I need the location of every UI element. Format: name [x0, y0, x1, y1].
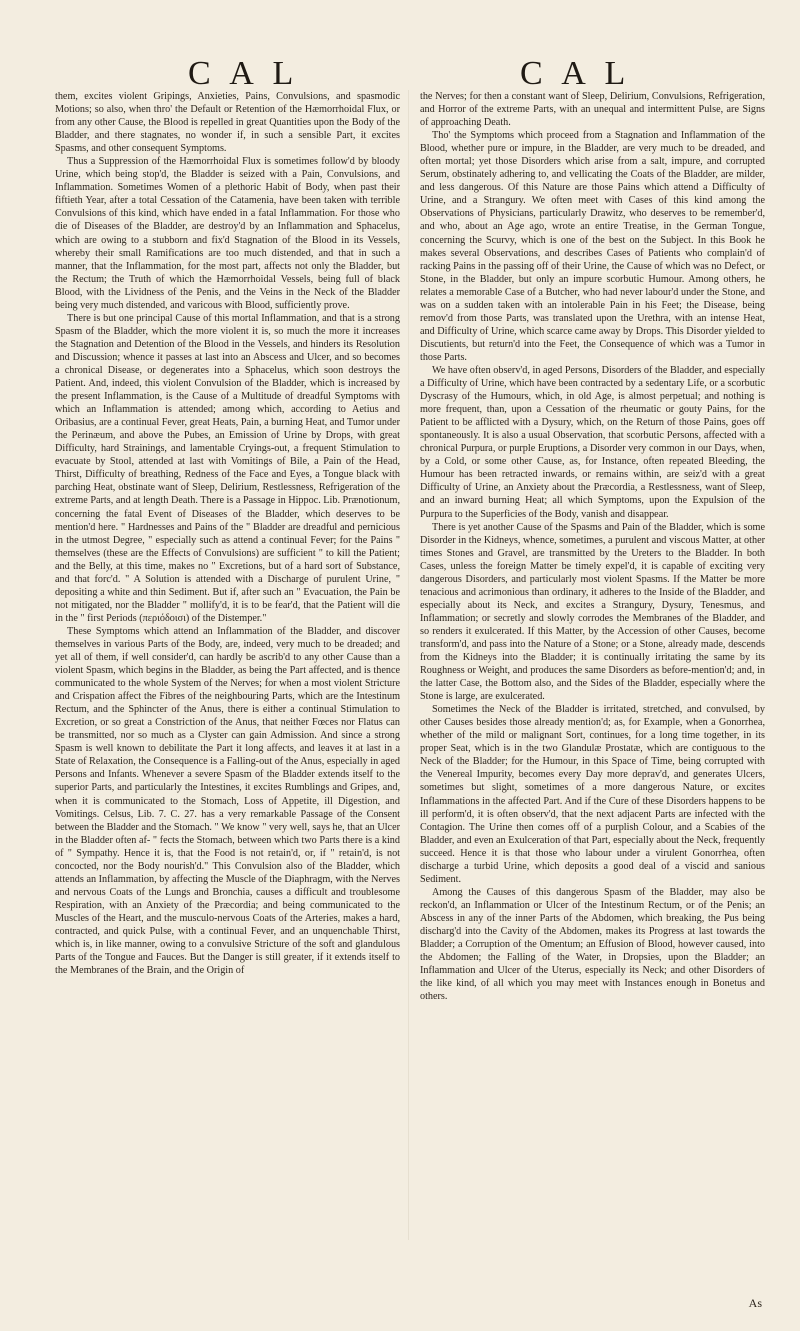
- paragraph: Among the Causes of this dangerous Spasm of the Bladder, may also be reckon'd, an Inflammation or Ulcer of the Intestinum Rectum, or of the Penis; an Abscess in any of the inner Parts of the Abdomen, which breaking, the Pus being discharg'd into the Cavity of the Abdomen, makes its Progress at last towards the Bladder; a Corruption of the Omentum; an Effusion of Blood, however caused, into the Abdomen; the Falling of the Water, in Dropsies, upon the Bladder; an Inflammation and Ulcer of the Uterus, especially its Neck; and other Disorders of the like kind, of all which you may meet with Instances enough in Bonetus and others.: [420, 886, 765, 1003]
- paragraph: We have often observ'd, in aged Persons, Disorders of the Bladder, and especially a Difficulty of Urine, which have been contracted by a sedentary Life, or a scorbutic Dyscrasy of the Humours, which, in old Age, is almost perpetual; and nothing is more frequent, than, upon a Cessation of the rheumatic or gouty Pains, for the Patient to be afflicted with a Dysury, which, on the Return of those Pains, goes off spontaneously. It is also a usual Observation, that scorbutic Persons, affected with a chronical Purpura, or purple Eruptions, a Disorder very common in our Days, when, by a Cold, or some other Cause, as, for Instance, often repeated Bleeding, the Humour has been retracted inwards, or remains within, are seiz'd with a great Difficulty of Urine, an Anxiety about the Præcordia, a Restlessness, want of Sleep, and an inward burning Heat; all which Symptoms, upon the Expulsion of the Purpura to the Superficies of the Body, vanish and disappear.: [420, 364, 765, 520]
- paragraph: Tho' the Symptoms which proceed from a Stagnation and Inflammation of the Blood, whether pure or impure, in the Bladder, are very much to be dreaded, and often mortal; yet those Disorders which arise from a salt, impure, and corrupted Serum, obstinately adhering to, and vellicating the Coats of the Bladder, are milder, and less dangerous. Of this Nature are those Pains which attend a Difficulty of Urine, and a Strangury. We often meet with Cases of this kind among the Observations of Physicians, particularly Drawitz, who deserves to be remember'd, and who, about an Age ago, wrote an entire Treatise, in the German Tongue, concerning the Scurvy, which is one of the best on the Subject. In this Book he makes several Observations, and describes Cases of Patients who complain'd of racking Pains in the passing off of their Urine, the Cause of which was no Defect, or Stone, in the Bladder, but only an impure scorbutic Humour. Among others, he relates a memorable Case of a Butcher, who had never labour'd under the Stone, and was on a sudden taken with an intolerable Pain in his Feet; the Disease, being remov'd from those Parts, was translated upon the Urethra, with an intense Heat, and Difficulty of Urine, which scarce came away by Drops. This Disorder yielded to Discutients, but return'd into the Feet, the Consequence of which was a Tumor in those Parts.: [420, 130, 765, 363]
- paragraph: the Nerves; for then a constant want of Sleep, Delirium, Convulsions, Refrigeration, and Horror of the extreme Parts, with an unequal and intermittent Pulse, are Signs of approaching Death.: [420, 91, 765, 129]
- paragraph: Thus a Suppression of the Hæmorrhoidal Flux is sometimes follow'd by bloody Urine, which being stop'd, the Bladder is seized with a Pain, Convulsions, and Inflammation. Sometimes Women of a plethoric Habit of Body, when past their fiftieth Year, after a total Cessation of the Catamenia, have been taken with terrible Convulsions of this kind, which have ended in a fatal Inflammation. For those who die of Diseases of the Bladder, are destroy'd by an Inflammation and Sphacelus, which are owing to a stubborn and fix'd Stagnation of the Blood in its Vessels, whereby their small Ramifications are too much distended, and that in such a manner, that the Inflammation, for the most part, affects not only the Bladder, but the Rectum; the Truth of which the Hæmorrhoidal Vessels, being full of black Blood, with the Lividness of the Penis, and the Veins in the Neck of the Bladder being very much distended, and varicous with Blood, sufficiently prove.: [55, 156, 400, 311]
- running-head-right: C A L: [520, 55, 632, 92]
- left-column: [55, 90, 400, 977]
- paragraph: These Symptoms which attend an Inflammation of the Bladder, and discover themselves in various Parts of the Body, are, indeed, very much to be dreaded; and yet all of them, if well consider'd, can hardly be ascrib'd to any other Cause than a violent Spasm, which begins in the Bladder, as being the Part affected, and is thence communicated to the whole System of the Nerves; for when a most violent Stricture and Crispation affect the Fibres of the neighbouring Parts, which are the Intestinum Rectum, and the Sphincter of the Anus, there is either a continual Stimulation to Excretion, or so great a Constriction of the Anus, that neither Fœces nor Flatus can be transmitted, nor so much as a Clyster can gain Admission. And since a strong Spasm is well known to debilitate the Part it long affects, and leaves it at last in a State of Relaxation, the Consequence is a Falling-out of the Anus, especially in aged Persons and Infants. Whenever a severe Spasm of the Bladder extends itself to the superior Parts, and particularly the Intestines, it excites Rumblings and Gripes, and, when it is communicated to the Stomach, Loss of Appetite, ill Digestion, and Vomitings. Celsus, Lib. 7. C. 27. has a very remarkable Passage of the Consent between the Bladder and the Stomach. " We know " very well, says he, that an Ulcer in the Bladder often af- " fects the Stomach, between which two Parts there is a kind of " Sympathy. Hence it is, that the Food is not retain'd, or, if " retain'd, is not concocted, nor the Body nourish'd." This Convulsion also of the Bladder, which attends an Inflammation, by affecting the Muscle of the Diaphragm, with the Nerves and nervous Coats of the Lungs and Bronchia, causes a difficult and troublesome Respiration, with an Anxiety of the Præcordia; and being communicated to the Muscles of the Heart, and the musculo-nervous Coats of the Arteries, makes a hard, contracted, and quick Pulse, with a continual Fever, and an unquenchable Thirst, which is, in like manner, owing to a convulsive Stricture of the soft and glandulous Parts of the Tongue and Fauces. But the Danger is still greater, if it extends itself to the Membranes of the Brain, and the Origin of: [55, 625, 400, 977]
- right-column: [420, 90, 765, 1003]
- column-gutter: [408, 90, 409, 1240]
- paragraph: Sometimes the Neck of the Bladder is irritated, stretched, and convulsed, by other Causes besides those already mention'd; as, for Example, when a Gonorrhea, whether of the mild or malignant Sort, continues, for a long time together, in its proper Seat, which is in the two Glandulæ Prostatæ, which are contiguous to the Neck of the Bladder; for the Humour, in this Space of Time, being corrupted with the Venereal Impurity, becomes every Day more deprav'd, and generates Ulcers, sometimes but slight, sometimes of a more dangerous Nature, or excites Inflammations in the affected Part. And if the Cure of these Disorders happens to be ill perform'd, it is often observ'd, that the next adjacent Parts are infected with the Contagion. The Urine then comes off of a purplish Colour, and a Scabies of the Bladder, and even an Exulceration of that Part, especially about the Neck, frequently succeed. Hence it is that those who labour under a virulent Gonorrhea, often discharge a turbid Urine, which deposits a good deal of a viscid and sanious Sediment.: [420, 704, 765, 885]
- paragraph: There is but one principal Cause of this mortal Inflammation, and that is a strong Spasm of the Bladder, which the more violent it is, so much the more it increases the Stagnation and Detention of the Blood in the Vessels, and hinders its Resolution and Discussion; whence it passes at last into an Abscess and Ulcer, and so becomes a chronical Disease, or degenerates into a Sphacelus, which soon destroys the Patient. And, indeed, this violent Convulsion of the Bladder, which is increased by the present Inflammation, is the Cause of a Multitude of dreadful Symptoms with which an Inflammation is attended; among which, according to Aetius and Oribasius, are a continual Fever, great Heats, Pain, a burning Heat, and Tumor under the Perinæum, and above the Pubes, an Emission of Urine by Drops, with great Difficulty, hard Strainings, and lamentable Cryings-out, a frequent Stimulation to evacuate by Stool, attended at last with Vomitings of Bile, a Pain of the Head, Thirst, Difficulty of breathing, Redness of the Face and Eyes, a Tongue black with parching Heat, obstinate want of Sleep, Delirium, Restlessness, Refrigeration of the extreme Parts, and at length Death. There is a Passage in Hippoc. Lib. Prænotionum, concerning the fatal Event of Diseases of the Bladder, which deserves to be mention'd here. " Hardnesses and Pains of the " Bladder are dreadful and pernicious in the utmost Degree, " especially such as attend a continual Fever; for the Pains " themselves (these are the Effects of Convulsions) are sufficient " to kill the Patient; and the Belly, at this time, makes no " Excretions, but of a hard sort of Substance, and that forc'd. " A Solution is attended with a Discharge of purulent Urine, " depositing a white and thin Sediment. But if, after such an " Evacuation, the Pain be not mitigated, nor the Bladder " mollify'd, it is to be fear'd, that the Patient will die in the " first Periods (περιόδοισι) of the Distemper.": [55, 312, 400, 624]
- paragraph: There is yet another Cause of the Spasms and Pain of the Bladder, which is some Disorder in the Kidneys, whence, sometimes, a purulent and viscous Matter, at other times Stones and Gravel, are transmitted by the Ureters to the Bladder. In both Cases, unless the foreign Matter be timely expel'd, it is capable of exciting very dangerous Disorders, and particularly most violent Spasms. If the Matter be more tenacious and acrimonious than ordinary, it adheres to the Inside of the Bladder, and especially about its Neck, and excites a Strangury, Dysury, Tenesmus, and Inflammation; or secretly and slowly corrodes the Membranes of the Bladder, and so renders it exulcerated. If this Matter, by the Accession of other Causes, become transform'd, and pass into the Nature of a Stone; or a Stone, already made, descends from the Kidneys into the Bladder; it is continually irritating the same by its Roughness or Weight, and produces the same Disorders as before-mention'd; and, in the latter Case, the Bottom also, and the Sides of the Bladder, especially where the Stone is large, are exulcerated.: [420, 521, 765, 703]
- catchword: As: [748, 1296, 762, 1310]
- paragraph: them, excites violent Gripings, Anxieties, Pains, Convulsions, and spasmodic Motions; so also, when thro' the Default or Retention of the Hæmorrhoidal Flux, or from any other Cause, the Blood is repelled in great Quantities upon the Body of the Bladder, and there stagnates, no wonder if, in such a sensible Part, it excites Spasms, and other consequent Symptoms.: [55, 91, 400, 155]
- running-head-left: C A L: [188, 55, 300, 92]
